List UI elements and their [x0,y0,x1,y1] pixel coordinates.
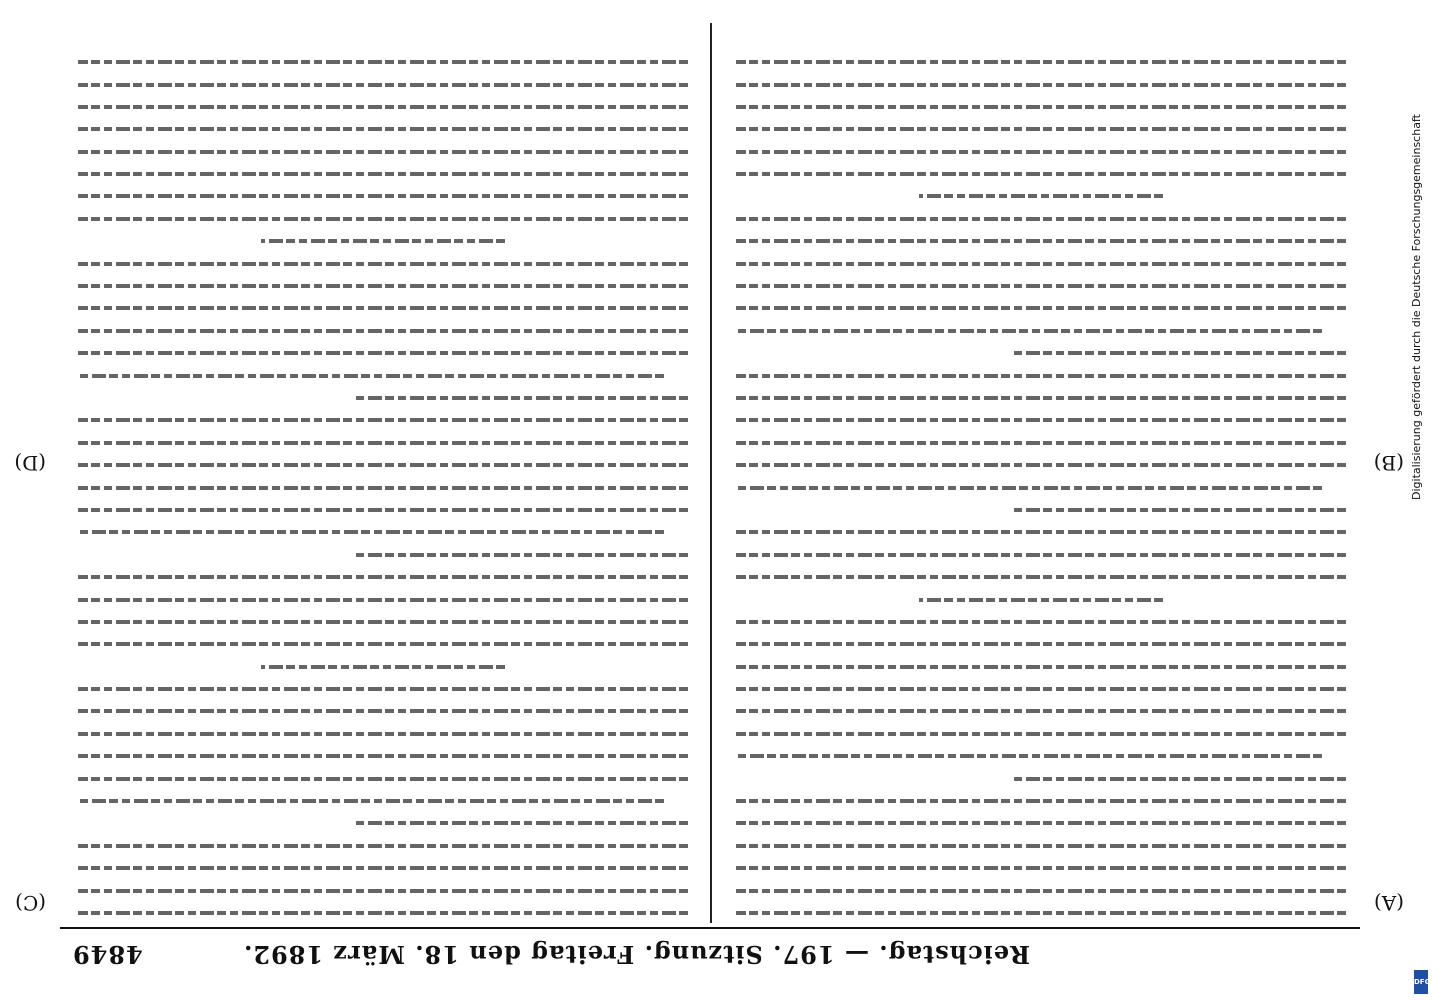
text-line [736,665,1346,669]
printed-sheet [14,20,1404,975]
right-text-column [78,25,688,915]
text-line [736,329,1322,333]
text-line [78,732,688,736]
text-line [736,60,1346,64]
text-line [78,530,664,534]
text-line [736,754,1322,758]
page-number: 4849 [72,940,143,969]
text-line [78,150,688,154]
text-line [78,217,688,221]
text-line [261,665,505,669]
text-line [78,687,688,691]
text-line [736,418,1346,422]
text-line [353,821,689,825]
text-line [78,441,688,445]
text-line [78,486,688,490]
text-line [736,553,1346,557]
text-line [736,642,1346,646]
text-line [78,866,688,870]
text-line [736,687,1346,691]
column-divider [710,23,712,923]
header-rule [60,927,1360,929]
digitization-credit: Digitalisierung gefördert durch die Deutsche Forschungsgemeinschaft [1410,114,1423,500]
text-line [736,911,1346,915]
running-header [60,929,1360,975]
text-line [78,329,688,333]
text-line [78,777,688,781]
text-line [736,866,1346,870]
text-line [736,172,1346,176]
text-line [78,598,688,602]
text-line [736,889,1346,893]
text-line [78,463,688,467]
left-text-column [736,25,1346,915]
text-line [736,127,1346,131]
text-line [736,844,1346,848]
text-line [78,642,688,646]
text-line [261,239,505,243]
text-line [78,911,688,915]
text-line [736,575,1346,579]
text-line [353,553,689,557]
text-line [353,396,689,400]
text-line [78,799,664,803]
text-line [78,127,688,131]
text-line [78,172,688,176]
text-line [736,396,1346,400]
text-line [736,799,1346,803]
text-line [78,709,688,713]
text-line [736,239,1346,243]
text-line [78,620,688,624]
text-line [1011,351,1347,355]
text-line [1011,508,1347,512]
text-line [78,575,688,579]
dfg-logo: DFG [1414,970,1428,994]
text-line [736,620,1346,624]
text-line [736,284,1346,288]
text-line [919,598,1163,602]
text-line [736,463,1346,467]
text-line [736,306,1346,310]
margin-marker-a: (A) [1373,891,1404,915]
text-line [736,709,1346,713]
text-line [736,217,1346,221]
margin-marker-b: (B) [1373,451,1404,475]
margin-marker-d: (D) [14,451,46,475]
text-line [78,262,688,266]
text-line [736,150,1346,154]
text-line [736,486,1322,490]
margin-marker-c: (C) [15,891,46,915]
text-line [78,844,688,848]
text-line [78,284,688,288]
text-line [78,754,688,758]
text-line [78,374,664,378]
text-line [78,195,688,199]
text-line [78,418,688,422]
text-line [736,262,1346,266]
text-line [78,508,688,512]
text-line [78,306,688,310]
text-line [736,732,1346,736]
text-line [736,374,1346,378]
text-line [919,195,1163,199]
header-title: Reichstag. — 197. Sitzung. Freitag den 18. März 1892. [242,940,1030,969]
text-line [1011,777,1347,781]
text-line [736,441,1346,445]
text-line [78,83,688,87]
text-line [78,889,688,893]
text-line [736,105,1346,109]
text-line [78,60,688,64]
text-line [736,821,1346,825]
text-line [78,351,688,355]
text-line [736,83,1346,87]
text-line [78,105,688,109]
text-line [736,530,1346,534]
